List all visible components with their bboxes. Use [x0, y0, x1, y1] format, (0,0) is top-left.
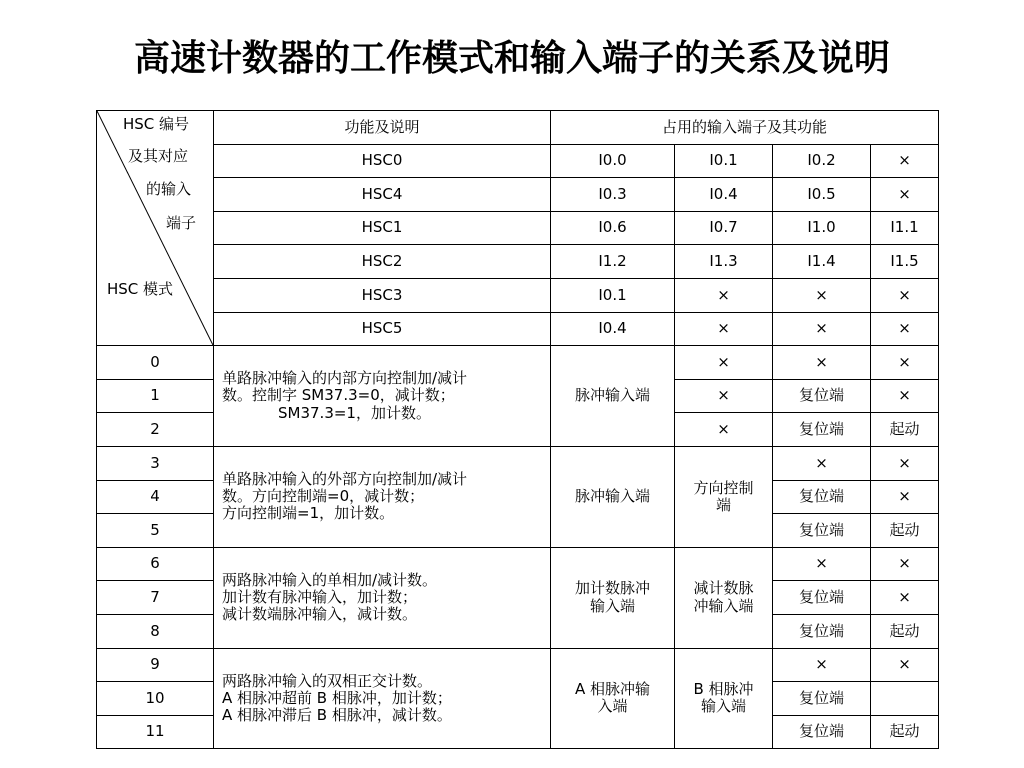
mode-description-cell	[214, 547, 551, 648]
input-function: 复位端	[798, 621, 844, 640]
hsc-name: HSC3	[361, 285, 403, 304]
input-terminal-cell	[551, 178, 675, 212]
input-function: 复位端	[798, 688, 844, 707]
input-terminal-cell	[871, 278, 939, 312]
input-terminal: I0.3	[598, 184, 627, 203]
hsc-row	[97, 312, 939, 346]
input-function: 复位端	[798, 386, 844, 405]
input-terminal: ×	[815, 285, 828, 304]
input-terminal: I0.1	[598, 285, 627, 304]
input-function-cell	[551, 648, 675, 749]
input-function: ×	[717, 386, 730, 405]
input-terminal: ×	[898, 184, 911, 203]
input-terminal-cell	[675, 245, 773, 279]
input-terminal-cell	[871, 211, 939, 245]
hsc-name: HSC0	[361, 151, 403, 170]
input-function: ×	[717, 352, 730, 371]
mode-number-cell	[97, 715, 214, 749]
input-function-cell	[871, 614, 939, 648]
hsc-name-cell	[214, 312, 551, 346]
mode-number: 0	[150, 352, 160, 371]
input-terminal: ×	[898, 319, 911, 338]
hsc-row	[97, 144, 939, 178]
hsc-name: HSC4	[361, 184, 403, 203]
input-terminal: I1.4	[807, 252, 836, 271]
mode-number: 4	[150, 487, 160, 506]
input-function-cell	[773, 682, 871, 716]
input-terminal: I0.4	[709, 184, 738, 203]
input-function-cell	[675, 413, 773, 447]
input-terminal-cell	[773, 312, 871, 346]
input-function-cell	[871, 446, 939, 480]
input-function: ×	[815, 453, 828, 472]
hsc-name: HSC5	[361, 319, 403, 338]
hsc-row	[97, 278, 939, 312]
input-terminal: I1.2	[598, 252, 627, 271]
mode-number: 9	[150, 655, 160, 674]
mode-number-cell	[97, 648, 214, 682]
description-line: 两路脉冲输入的双相正交计数。	[222, 671, 433, 690]
description-line: 单路脉冲输入的内部方向控制加/减计	[222, 369, 468, 388]
input-function: 复位端	[798, 587, 844, 606]
input-function-line: A 相脉冲输	[574, 680, 651, 699]
mode-row	[97, 648, 939, 682]
input-function-cell	[773, 614, 871, 648]
page-title: 高速计数器的工作模式和输入端子的关系及说明	[133, 37, 890, 79]
input-terminal-cell	[773, 245, 871, 279]
mode-number-cell	[97, 379, 214, 413]
input-terminal: ×	[898, 285, 911, 304]
description-line: 数。控制字 SM37.3=0，减计数；	[222, 386, 455, 405]
hsc-name: HSC1	[361, 218, 403, 237]
description-line: 加计数有脉冲输入，加计数；	[222, 587, 418, 606]
input-function-cell	[871, 514, 939, 548]
input-terminal-cell	[675, 144, 773, 178]
input-function-cell	[675, 547, 773, 648]
hsc-name-cell	[214, 144, 551, 178]
input-terminal-cell	[675, 312, 773, 346]
input-terminal: I0.5	[807, 184, 836, 203]
hsc-name-cell	[214, 245, 551, 279]
input-function-cell	[773, 514, 871, 548]
input-terminal: I0.7	[709, 218, 738, 237]
input-terminal: ×	[717, 285, 730, 304]
mode-row	[97, 446, 939, 480]
description-line: A 相脉冲滞后 B 相脉冲，减计数。	[222, 706, 452, 725]
input-function: 脉冲输入端	[574, 487, 650, 506]
input-terminal: ×	[898, 151, 911, 170]
input-function: ×	[815, 655, 828, 674]
hsc-mode-table	[96, 110, 939, 749]
input-terminal: I1.3	[709, 252, 738, 271]
mode-number: 7	[150, 587, 160, 606]
input-terminal-cell	[871, 144, 939, 178]
hsc-name-cell	[214, 178, 551, 212]
input-terminal-cell	[551, 312, 675, 346]
input-function: ×	[898, 554, 911, 573]
mode-number: 3	[150, 453, 160, 472]
input-function-line: 加计数脉冲	[574, 579, 650, 598]
mode-number-cell	[97, 547, 214, 581]
description-line: SM37.3=1，加计数。	[278, 403, 431, 422]
input-function-cell	[773, 379, 871, 413]
mode-number-cell	[97, 614, 214, 648]
hsc-name: HSC2	[361, 252, 403, 271]
input-terminal-cell	[551, 278, 675, 312]
input-function-cell	[773, 446, 871, 480]
input-function: 复位端	[798, 722, 844, 741]
input-terminal-cell	[551, 245, 675, 279]
input-function-cell	[551, 547, 675, 648]
input-function: ×	[898, 587, 911, 606]
mode-number-cell	[97, 446, 214, 480]
diag-top-label: 端子	[166, 214, 197, 232]
hsc-row	[97, 211, 939, 245]
input-function: ×	[898, 487, 911, 506]
input-function-cell	[773, 547, 871, 581]
input-function-cell	[871, 413, 939, 447]
description-line: 减计数端脉冲输入，减计数。	[222, 605, 418, 624]
input-terminal: I0.1	[709, 151, 738, 170]
diagonal-header-cell	[97, 111, 214, 346]
input-terminal-cell	[675, 178, 773, 212]
input-terminal: I0.0	[598, 151, 627, 170]
mode-number-cell	[97, 346, 214, 380]
input-terminal: I0.4	[598, 319, 627, 338]
input-terminal: I0.6	[598, 218, 627, 237]
input-function-cell	[551, 446, 675, 547]
mode-number: 2	[150, 420, 160, 439]
mode-number: 5	[150, 520, 160, 539]
mode-row	[97, 547, 939, 581]
input-function: 起动	[889, 621, 920, 640]
input-function-line: 方向控制	[693, 478, 754, 497]
input-terminal: ×	[815, 319, 828, 338]
hsc-row	[97, 178, 939, 212]
description-line: 方向控制端=1，加计数。	[222, 504, 395, 523]
mode-row	[97, 346, 939, 380]
hsc-name-cell	[214, 211, 551, 245]
input-function-cell	[871, 581, 939, 615]
input-function: ×	[898, 453, 911, 472]
input-function: 起动	[889, 520, 920, 539]
input-function: 复位端	[798, 420, 844, 439]
mode-description-cell	[214, 446, 551, 547]
input-terminal-cell	[773, 178, 871, 212]
description-line: 单路脉冲输入的外部方向控制加/减计	[222, 469, 468, 488]
input-function-cell	[871, 648, 939, 682]
col-header-inputs-text: 占用的输入端子及其功能	[662, 117, 828, 136]
col-header-function-text: 功能及说明	[344, 117, 420, 136]
input-function-cell	[871, 715, 939, 749]
input-function-line: 输入端	[700, 697, 746, 716]
input-function-cell	[871, 682, 939, 716]
input-function-cell	[773, 581, 871, 615]
col-header-inputs	[551, 111, 939, 145]
input-function: ×	[898, 386, 911, 405]
input-function: 起动	[889, 722, 920, 741]
diag-top-label: 的输入	[146, 180, 192, 198]
input-function-line: 减计数脉	[693, 579, 754, 598]
input-function: 起动	[889, 420, 920, 439]
input-terminal: I0.2	[807, 151, 836, 170]
input-function-cell	[773, 715, 871, 749]
input-terminal-cell	[773, 211, 871, 245]
input-function: ×	[815, 352, 828, 371]
input-terminal: I1.5	[890, 252, 919, 271]
hsc-row	[97, 245, 939, 279]
input-function-cell	[871, 379, 939, 413]
input-terminal-cell	[675, 211, 773, 245]
input-function: ×	[717, 420, 730, 439]
mode-number-cell	[97, 514, 214, 548]
hsc-name-cell	[214, 278, 551, 312]
input-function-cell	[773, 413, 871, 447]
input-function: 脉冲输入端	[574, 386, 650, 405]
input-terminal-cell	[773, 144, 871, 178]
mode-number: 10	[145, 688, 165, 707]
input-terminal-cell	[551, 144, 675, 178]
input-terminal-cell	[773, 278, 871, 312]
input-function-cell	[675, 648, 773, 749]
input-function-line: 入端	[597, 697, 628, 716]
input-function-cell	[675, 346, 773, 380]
input-terminal: I1.1	[890, 218, 919, 237]
mode-number: 11	[145, 722, 165, 741]
mode-number-cell	[97, 581, 214, 615]
mode-number: 8	[150, 621, 160, 640]
input-function-cell	[871, 547, 939, 581]
mode-number: 1	[150, 386, 160, 405]
input-function-line: 冲输入端	[693, 596, 754, 615]
input-terminal-cell	[871, 245, 939, 279]
col-header-function	[214, 111, 551, 145]
input-terminal-cell	[675, 278, 773, 312]
mode-number-cell	[97, 682, 214, 716]
description-line: 两路脉冲输入的单相加/减计数。	[222, 570, 438, 589]
input-function-cell	[871, 480, 939, 514]
input-function: ×	[898, 655, 911, 674]
input-function-cell	[871, 346, 939, 380]
input-function-cell	[675, 446, 773, 547]
mode-number-cell	[97, 413, 214, 447]
input-function-cell	[773, 648, 871, 682]
mode-description-cell	[214, 346, 551, 447]
description-line: 数。方向控制端=0，减计数；	[222, 487, 425, 506]
input-terminal: ×	[717, 319, 730, 338]
input-function-line: B 相脉冲	[693, 680, 754, 699]
diag-bottom-label: HSC 模式	[107, 280, 174, 298]
mode-number: 6	[150, 554, 160, 573]
input-function-line: 输入端	[589, 596, 635, 615]
header-row	[97, 111, 939, 145]
description-line: A 相脉冲超前 B 相脉冲，加计数；	[222, 688, 452, 707]
input-function-cell	[773, 346, 871, 380]
mode-number-cell	[97, 480, 214, 514]
input-terminal-cell	[551, 211, 675, 245]
input-function-cell	[675, 379, 773, 413]
input-terminal-cell	[871, 312, 939, 346]
input-function-cell	[773, 480, 871, 514]
diag-top-label: 及其对应	[128, 147, 189, 165]
input-function-cell	[551, 346, 675, 447]
input-function: ×	[815, 554, 828, 573]
mode-description-cell	[214, 648, 551, 749]
input-function-line: 端	[715, 495, 731, 514]
input-function: 复位端	[798, 520, 844, 539]
input-function: ×	[898, 352, 911, 371]
diag-top-label: HSC 编号	[123, 115, 190, 133]
input-terminal-cell	[871, 178, 939, 212]
input-function: 复位端	[798, 487, 844, 506]
input-terminal: I1.0	[807, 218, 836, 237]
